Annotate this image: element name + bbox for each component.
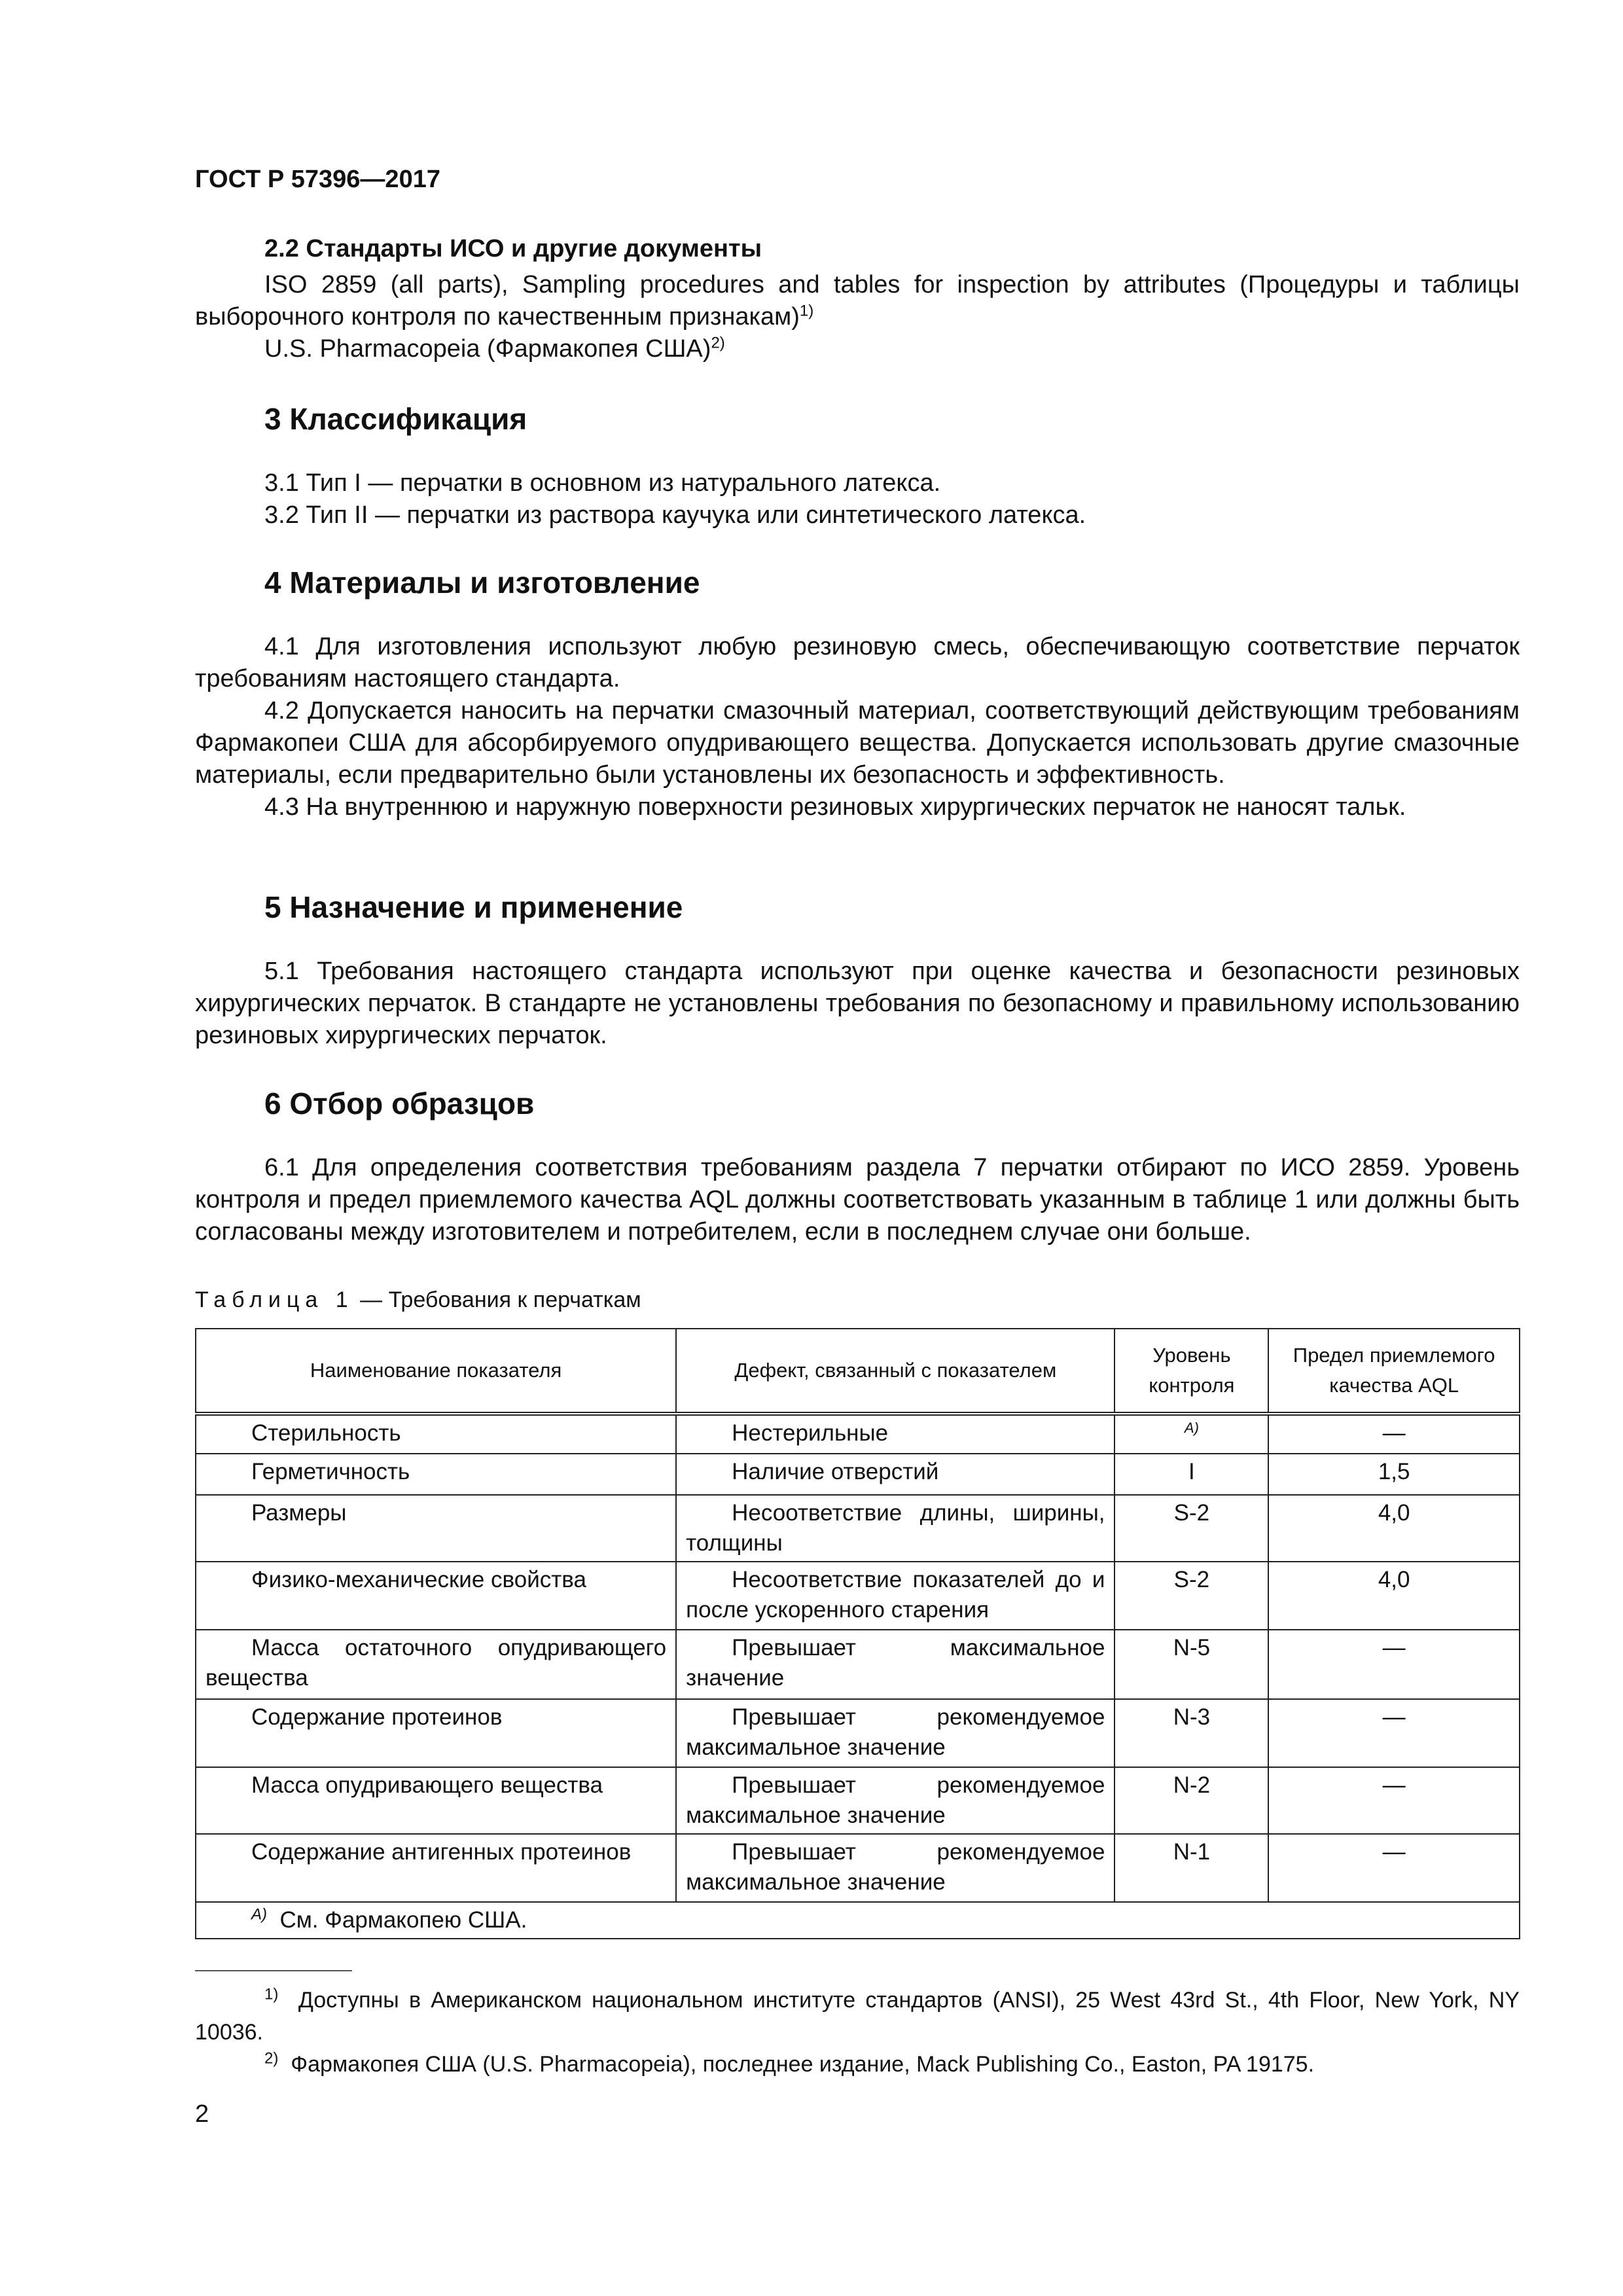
section-title: 4 Материалы и изготовление [264,565,700,600]
caption-text: — Требования к перчаткам [353,1287,641,1312]
table-row [196,1454,1520,1495]
paragraph: 4.2 Допускается наносить на перчатки смазочный материал, соответствующий действующим требованиям Фармакопеи США для абсорбируемого опудривающего вещества. Допускается использовать другие смазочные материалы, если предварительно были установлены их безопасность и эффективность. [195,697,1520,789]
defect-cell: Наличие отверстий [676,1454,1115,1495]
footnote-text: Фармакопея США (U.S. Pharmacopeia), последнее издание, Mack Publishing Co., Easton, PA 19175. [291,2052,1315,2077]
footnote [195,1984,1520,2049]
section-2-2 [195,233,1520,365]
footnote-ref: 2) [711,334,725,352]
document-header: ГОСТ Р 57396—2017 [195,166,440,193]
indicator-cell: Размеры [196,1495,676,1562]
footnote [195,2049,1520,2081]
control-level-cell: N-5 [1115,1630,1268,1699]
aql-cell: 4,0 [1268,1495,1520,1562]
aql-cell: — [1268,1699,1520,1767]
section-5 [195,889,1520,1052]
defect-cell: Превышает рекомендуемое максимальное значение [676,1834,1115,1902]
paragraph: 5.1 Требования настоящего стандарта используют при оценке качества и безопасности резиновых хирургических перчаток. В стандарте не установлены требования по безопасному и правильному использованию резиновых хирургических перчаток. [195,958,1520,1049]
section-title: 3 Классификация [264,402,527,436]
indicator-cell: Содержание протеинов [196,1699,676,1767]
paragraph: 3.1 Тип I — перчатки в основном из натурального латекса. [264,469,941,497]
section-title: 2.2 Стандарты ИСО и другие документы [264,235,762,262]
aql-cell: — [1268,1414,1520,1454]
defect-cell: Несоответствие длины, ширины, толщины [676,1495,1115,1562]
section-title: 6 Отбор образцов [264,1086,535,1121]
section-4 [195,564,1520,823]
requirements-table [195,1328,1520,1939]
paragraph: 3.2 Тип II — перчатки из раствора каучука или синтетического латекса. [264,501,1086,529]
control-level-cell: S-2 [1115,1562,1268,1630]
footnote-divider [195,1970,352,1971]
column-header: Наименование показателя [196,1329,676,1414]
indicator-cell: Содержание антигенных протеинов [196,1834,676,1902]
paragraph: 4.1 Для изготовления используют любую резиновую смесь, обеспечивающую соответствие перчаток требованиям настоящего стандарта. [195,633,1520,692]
section-6 [195,1085,1520,1248]
aql-cell: — [1268,1767,1520,1834]
table-row [196,1699,1520,1767]
table-note-row [196,1902,1520,1939]
footnotes [195,1984,1520,2081]
defect-cell: Несоответствие показателей до и после ускоренного старения [676,1562,1115,1630]
table-caption [195,1284,641,1316]
paragraph: 6.1 Для определения соответствия требованиям раздела 7 перчатки отбирают по ИСО 2859. Уровень контроля и предел приемлемого качества AQL должны соответствовать указанным в таблице 1 или должны быть согласованы между изготовителем и потребителем, если в последнем случае они больше. [195,1154,1520,1246]
section-3 [195,401,1520,531]
aql-cell: — [1268,1630,1520,1699]
footnote-mark: 2) [264,2049,279,2068]
indicator-cell: Стерильность [196,1414,676,1454]
table-row [196,1414,1520,1454]
paragraph: 4.3 На внутреннюю и наружную поверхности резиновых хирургических перчаток не наносят тальк. [264,793,1406,821]
indicator-cell: Физико-механические свойства [196,1562,676,1630]
paragraph-text: ISO 2859 (all parts), Sampling procedures and tables for inspection by attributes (Процедуры и таблицы выборочного контроля по качественным признакам) [195,271,1520,331]
note-mark: A) [251,1905,267,1924]
page-number: 2 [195,2100,209,2128]
defect-cell: Превышает рекомендуемое максимальное значение [676,1767,1115,1834]
defect-cell: Превышает рекомендуемое максимальное значение [676,1699,1115,1767]
footnote-ref: 1) [799,302,814,320]
control-level-cell: S-2 [1115,1495,1268,1562]
paragraph [195,269,1520,333]
paragraph-text: U.S. Pharmacopeia (Фармакопея США) [264,335,711,363]
control-level-cell: N-1 [1115,1834,1268,1902]
aql-cell: 1,5 [1268,1454,1520,1495]
defect-cell: Превышает максимальное значение [676,1630,1115,1699]
column-header: Уровень контроля [1115,1329,1268,1414]
section-title: 5 Назначение и применение [264,890,683,924]
table-note: См. Фармакопею США. [279,1907,527,1933]
indicator-cell: Масса остаточного опудривающего вещества [196,1630,676,1699]
footnote-text: Доступны в Американском национальном институте стандартов (ANSI), 25 West 43rd St., 4th Floor, New York, NY 10036. [195,1988,1520,2045]
control-level-cell: A) [1115,1414,1268,1454]
footnote-mark: 1) [264,1985,279,2003]
control-level-cell: N-3 [1115,1699,1268,1767]
column-header: Дефект, связанный с показателем [676,1329,1115,1414]
table-header-row [196,1329,1520,1414]
indicator-cell: Герметичность [196,1454,676,1495]
table-row [196,1562,1520,1630]
column-header: Предел приемлемого качества AQL [1268,1329,1520,1414]
control-level-cell: I [1115,1454,1268,1495]
control-level-cell: N-2 [1115,1767,1268,1834]
paragraph [195,333,1520,365]
table-row [196,1495,1520,1562]
table-row [196,1630,1520,1699]
table-row [196,1767,1520,1834]
indicator-cell: Масса опудривающего вещества [196,1767,676,1834]
caption-prefix: Таблица 1 [195,1287,354,1312]
aql-cell: 4,0 [1268,1562,1520,1630]
aql-cell: — [1268,1834,1520,1902]
defect-cell: Нестерильные [676,1414,1115,1454]
table-row [196,1834,1520,1902]
